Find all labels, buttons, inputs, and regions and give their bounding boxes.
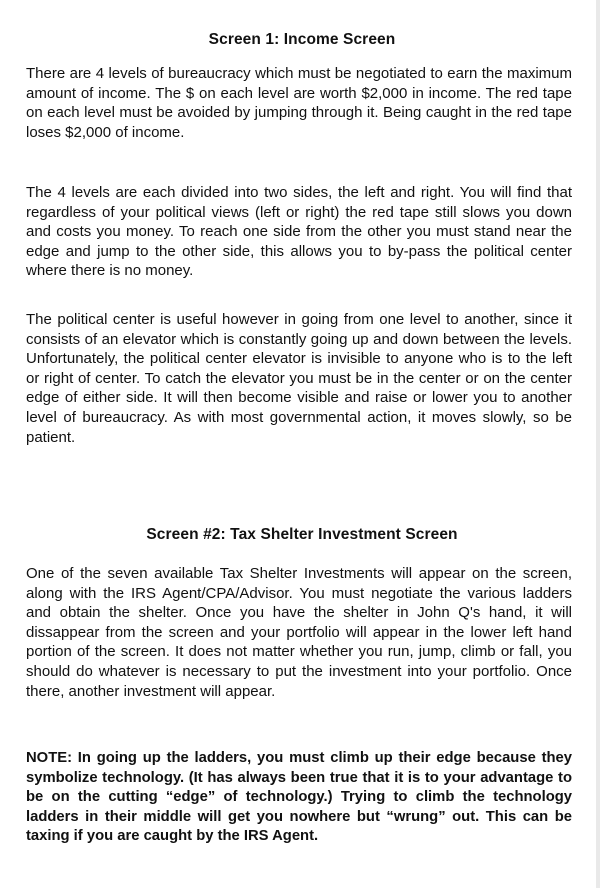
income-levels-paragraph: There are 4 levels of bureaucracy which must be negotiated to earn the maximum amount of income. The $ on each level are worth $2,000 in income. The red tape on each level must be avoided by jumping through it. Being caught in the red tape loses $2,000 of income. [26,65,572,141]
tax-shelter-paragraph: One of the seven available Tax Shelter Investments will appear on the screen, along with the IRS Agent/CPA/Advisor. You must negotiate the various ladders and obtain the shelter. Once you have the shelter in John Q's hand, it will dissappear from the screen and your portfolio will appear in the lower left hand portion of the screen. It does not matter whether you run, jump, climb or fall, you should do whatever is necessary to put the investment into your portfolio. Once there, another investment will appear. [26,565,572,700]
left-right-sides-paragraph: The 4 levels are each divided into two sides, the left and right. You will find that regardless of your political views (left or right) the red tape still slows you down and costs you money. To reach one side from the other you must stand near the edge and jump to the other side, this allows you to by-pass the political center where there is no money. [26,184,572,280]
screen-1-heading: Screen 1: Income Screen [208,31,396,48]
page-edge-shadow [596,0,600,888]
manual-page [26,0,578,888]
screen-2-heading: Screen #2: Tax Shelter Investment Screen [146,526,458,543]
ladder-note-paragraph: NOTE: In going up the ladders, you must climb up their edge because they symbolize technology. (It has always been true that it is to your advantage to be on the cutting “edge” of technology.) Trying to climb the technology ladders in their middle will get you nowhere but “wrung” out. This can be taxing if you are caught by the IRS Agent. [26,750,572,845]
political-center-elevator-paragraph: The political center is useful however in going from one level to another, since it consists of an elevator which is constantly going up and down between the levels. Unfortunately, the political center elevator is invisible to anyone who is to the left or right of center. To catch the elevator you must be in the center or on the center edge of either side. It will then become visible and raise or lower you to another level of bureaucracy. As with most governmental action, it moves slowly, so be patient. [26,311,572,446]
